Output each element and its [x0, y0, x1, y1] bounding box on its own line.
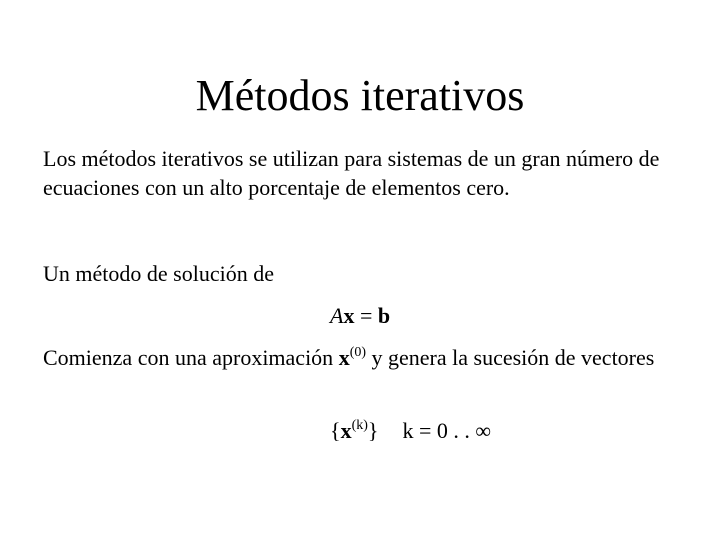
vector-sequence-equation: [330, 416, 491, 445]
sequence-vector-symbol: x: [340, 418, 352, 443]
sequence-text-before: Comienza con una aproximación: [43, 345, 339, 370]
equals-sign: =: [354, 303, 378, 328]
close-brace: }: [367, 418, 379, 443]
matrix-symbol: A: [330, 303, 344, 328]
initial-vector-symbol: x: [338, 345, 350, 370]
method-paragraph: Un método de solución de: [43, 261, 274, 286]
sequence-paragraph: [43, 343, 693, 372]
slide-title: Métodos iterativos: [195, 71, 525, 120]
sequence-vector-superscript: (k): [351, 418, 368, 433]
open-brace: {: [330, 418, 341, 443]
intro-paragraph: Los métodos iterativos se utilizan para sistemas de un gran número de ecuaciones con un alto porcentaje de elementos cero.: [43, 146, 660, 200]
vector-x-symbol: x: [343, 303, 355, 328]
sequence-text-after: y genera la sucesión de vectores: [366, 345, 655, 370]
linear-system-equation: [330, 301, 390, 330]
vector-b-symbol: b: [377, 303, 391, 328]
index-range: k = 0 . . ∞: [402, 418, 492, 443]
initial-vector-superscript: (0): [349, 345, 367, 360]
